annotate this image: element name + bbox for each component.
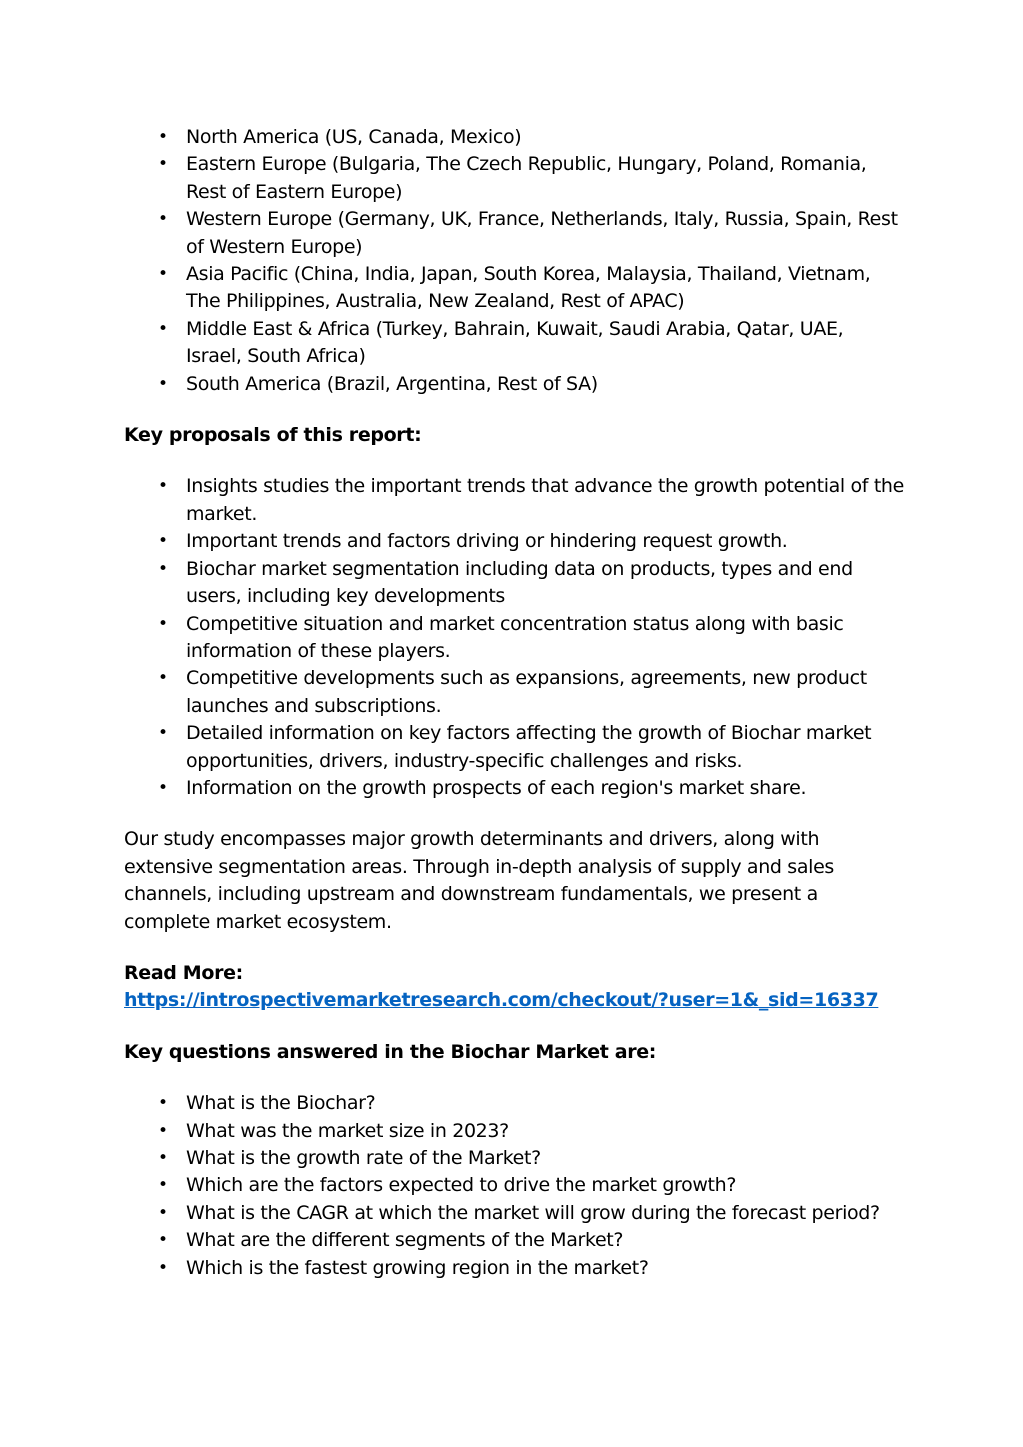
questions-list [124,1090,904,1282]
list-item: • Insights studies the important trends that advance the growth potential of the market. [186,473,904,528]
list-item: • North America (US, Canada, Mexico) [186,124,904,151]
list-item: • Important trends and factors driving or hindering request growth. [186,528,904,555]
spacer [124,398,904,422]
list-item: • South America (Brazil, Argentina, Rest of SA) [186,371,904,398]
list-item: • What is the CAGR at which the market will grow during the forecast period? [186,1200,904,1227]
regions-list [124,124,904,398]
study-paragraph: Our study encompasses major growth determinants and drivers, along with extensive segmentation areas. Through in-depth analysis of supply and sales channels, including upstream and downstream fundamentals, we present a complete market ecosystem. [124,828,834,933]
list-item: • Competitive situation and market concentration status along with basic information of these players. [186,611,904,666]
read-more-line [124,987,904,1014]
list-item: • Western Europe (Germany, UK, France, Netherlands, Italy, Russia, Spain, Rest of Western Europe) [186,206,904,261]
list-item: • Eastern Europe (Bulgaria, The Czech Republic, Hungary, Poland, Romania, Rest of Eastern Europe) [186,151,904,206]
list-item: • Information on the growth prospects of each region's market share. [186,775,904,802]
list-item: • Competitive developments such as expansions, agreements, new product launches and subscriptions. [186,665,904,720]
list-item: • What is the Biochar? [186,1090,904,1117]
read-more-label: Read More: [124,961,243,984]
questions-heading: Key questions answered in the Biochar Market are: [124,1040,657,1063]
spacer [124,449,904,473]
list-item: • What was the market size in 2023? [186,1118,904,1145]
document-page [124,124,904,1282]
proposals-heading: Key proposals of this report: [124,424,422,447]
list-item: • Asia Pacific (China, India, Japan, South Korea, Malaysia, Thailand, Vietnam, The Philippines, Australia, New Zealand, Rest of APAC) [186,261,904,316]
list-item: • What are the different segments of the Market? [186,1227,904,1254]
list-item: • Which is the fastest growing region in the market? [186,1255,904,1282]
proposals-list [124,473,904,802]
list-item: • Middle East & Africa (Turkey, Bahrain, Kuwait, Saudi Arabia, Qatar, UAE, Israel, South Africa) [186,316,904,371]
spacer [124,1066,904,1090]
spacer [124,936,904,960]
list-item: • Biochar market segmentation including data on products, types and end users, including key developments [186,556,904,611]
read-more-link[interactable]: https://introspectivemarketresearch.com/checkout/?user=1&_sid=16337 [124,989,879,1012]
spacer [124,802,904,826]
list-item: • What is the growth rate of the Market? [186,1145,904,1172]
list-item: • Which are the factors expected to drive the market growth? [186,1172,904,1199]
list-item: • Detailed information on key factors affecting the growth of Biochar market opportunities, drivers, industry-specific challenges and risks. [186,720,904,775]
spacer [124,1015,904,1039]
